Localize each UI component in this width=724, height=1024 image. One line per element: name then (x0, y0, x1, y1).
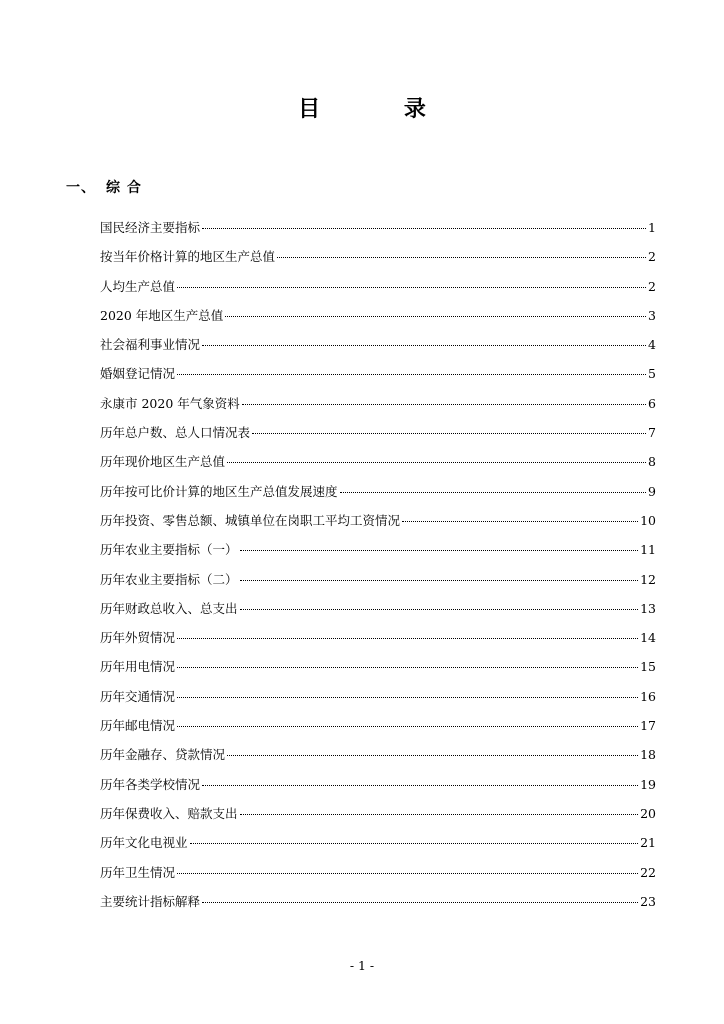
toc-entry[interactable] (100, 335, 656, 364)
dot-leader (240, 550, 639, 551)
toc-entry-page: 5 (648, 366, 656, 382)
dot-leader (240, 814, 639, 815)
toc-entry-page: 2 (648, 278, 656, 294)
toc-entry-label: 2020 年地区生产总值 (100, 307, 224, 323)
dot-leader (240, 609, 639, 610)
dot-leader (225, 316, 646, 317)
toc-entry-page: 6 (648, 395, 656, 411)
toc-entry-label: 历年文化电视业 (100, 835, 188, 851)
toc-entry[interactable] (100, 511, 656, 540)
dot-leader (177, 726, 638, 727)
toc-entry-page: 14 (640, 630, 656, 646)
dot-leader (202, 345, 646, 346)
toc-entry-label: 历年农业主要指标（一） (100, 542, 238, 558)
dot-leader (227, 755, 638, 756)
toc-entry-label: 历年财政总收入、总支出 (100, 600, 238, 616)
dot-leader (177, 873, 638, 874)
toc-entry-label: 历年按可比价计算的地区生产总值发展速度 (100, 483, 338, 499)
toc-entry-page: 11 (640, 542, 656, 558)
toc-entry[interactable] (100, 364, 656, 393)
toc-entry-page: 3 (648, 307, 656, 323)
toc-entry-label: 永康市 2020 年气象资料 (100, 395, 240, 411)
toc-entry[interactable] (100, 394, 656, 423)
toc-entry-page: 15 (640, 659, 656, 675)
toc-entry-page: 21 (640, 835, 656, 851)
toc-entry[interactable] (100, 628, 656, 657)
dot-leader (202, 785, 638, 786)
dot-leader (177, 697, 638, 698)
toc-entry-page: 19 (640, 776, 656, 792)
page-number: - 1 - (349, 958, 375, 973)
toc-entry[interactable] (100, 452, 656, 481)
toc-entry-page: 12 (640, 571, 656, 587)
toc-entry-page: 22 (640, 864, 656, 880)
toc-entry-page: 7 (648, 425, 656, 441)
toc-entry[interactable] (100, 423, 656, 452)
page-title: 目 录 (298, 97, 464, 122)
toc-entry-label: 婚姻登记情况 (100, 366, 176, 382)
table-of-contents (100, 218, 656, 921)
toc-entry-label: 历年外贸情况 (100, 630, 176, 646)
section-number: 一、 (66, 180, 96, 196)
toc-entry[interactable] (100, 599, 656, 628)
toc-entry-label: 历年农业主要指标（二） (100, 571, 238, 587)
section-heading (66, 177, 142, 197)
toc-entry[interactable] (100, 218, 656, 247)
toc-entry-page: 4 (648, 337, 656, 353)
toc-entry-label: 人均生产总值 (100, 278, 176, 294)
dot-leader (227, 462, 646, 463)
toc-entry-page: 8 (648, 454, 656, 470)
toc-entry-label: 历年金融存、贷款情况 (100, 747, 226, 763)
toc-entry[interactable] (100, 892, 656, 921)
toc-entry-label: 主要统计指标解释 (100, 893, 201, 909)
toc-entry-page: 20 (640, 805, 656, 821)
toc-entry-page: 10 (640, 512, 656, 528)
dot-leader (202, 902, 638, 903)
toc-entry[interactable] (100, 657, 656, 686)
dot-leader (340, 492, 647, 493)
toc-entry-page: 18 (640, 747, 656, 763)
toc-entry[interactable] (100, 570, 656, 599)
toc-entry-label: 国民经济主要指标 (100, 220, 201, 235)
dot-leader (177, 374, 646, 375)
toc-entry-label: 历年现价地区生产总值 (100, 454, 226, 470)
toc-entry[interactable] (100, 482, 656, 511)
toc-entry-label: 按当年价格计算的地区生产总值 (100, 249, 276, 265)
toc-entry[interactable] (100, 775, 656, 804)
toc-entry-label: 历年用电情况 (100, 659, 176, 675)
dot-leader (190, 843, 639, 844)
toc-entry-label: 历年卫生情况 (100, 864, 176, 880)
toc-entry-page: 9 (648, 483, 656, 499)
toc-entry[interactable] (100, 687, 656, 716)
toc-entry[interactable] (100, 833, 656, 862)
dot-leader (177, 287, 646, 288)
toc-entry[interactable] (100, 277, 656, 306)
toc-entry-label: 历年投资、零售总额、城镇单位在岗职工平均工资情况 (100, 512, 401, 528)
dot-leader (242, 404, 646, 405)
toc-entry-page: 23 (640, 893, 656, 909)
toc-entry[interactable] (100, 745, 656, 774)
toc-entry-label: 历年保费收入、赔款支出 (100, 805, 238, 821)
dot-leader (177, 638, 638, 639)
dot-leader (177, 667, 638, 668)
toc-entry[interactable] (100, 306, 656, 335)
toc-entry[interactable] (100, 247, 656, 276)
toc-entry-label: 历年邮电情况 (100, 718, 176, 734)
dot-leader (252, 433, 646, 434)
dot-leader (277, 257, 646, 258)
toc-entry-label: 历年交通情况 (100, 688, 176, 704)
toc-entry-page: 1 (648, 220, 656, 235)
dot-leader (240, 580, 639, 581)
toc-entry-label: 历年总户数、总人口情况表 (100, 425, 251, 441)
toc-entry-page: 16 (640, 688, 656, 704)
toc-entry-label: 历年各类学校情况 (100, 776, 201, 792)
toc-entry-label: 社会福利事业情况 (100, 337, 201, 353)
toc-entry-page: 13 (640, 600, 656, 616)
toc-entry-page: 2 (648, 249, 656, 265)
toc-entry[interactable] (100, 804, 656, 833)
dot-leader (202, 228, 646, 229)
toc-entry[interactable] (100, 716, 656, 745)
toc-entry-page: 17 (640, 718, 656, 734)
section-label: 综 合 (106, 180, 142, 196)
dot-leader (402, 521, 638, 522)
toc-entry[interactable] (100, 863, 656, 892)
toc-entry[interactable] (100, 540, 656, 569)
